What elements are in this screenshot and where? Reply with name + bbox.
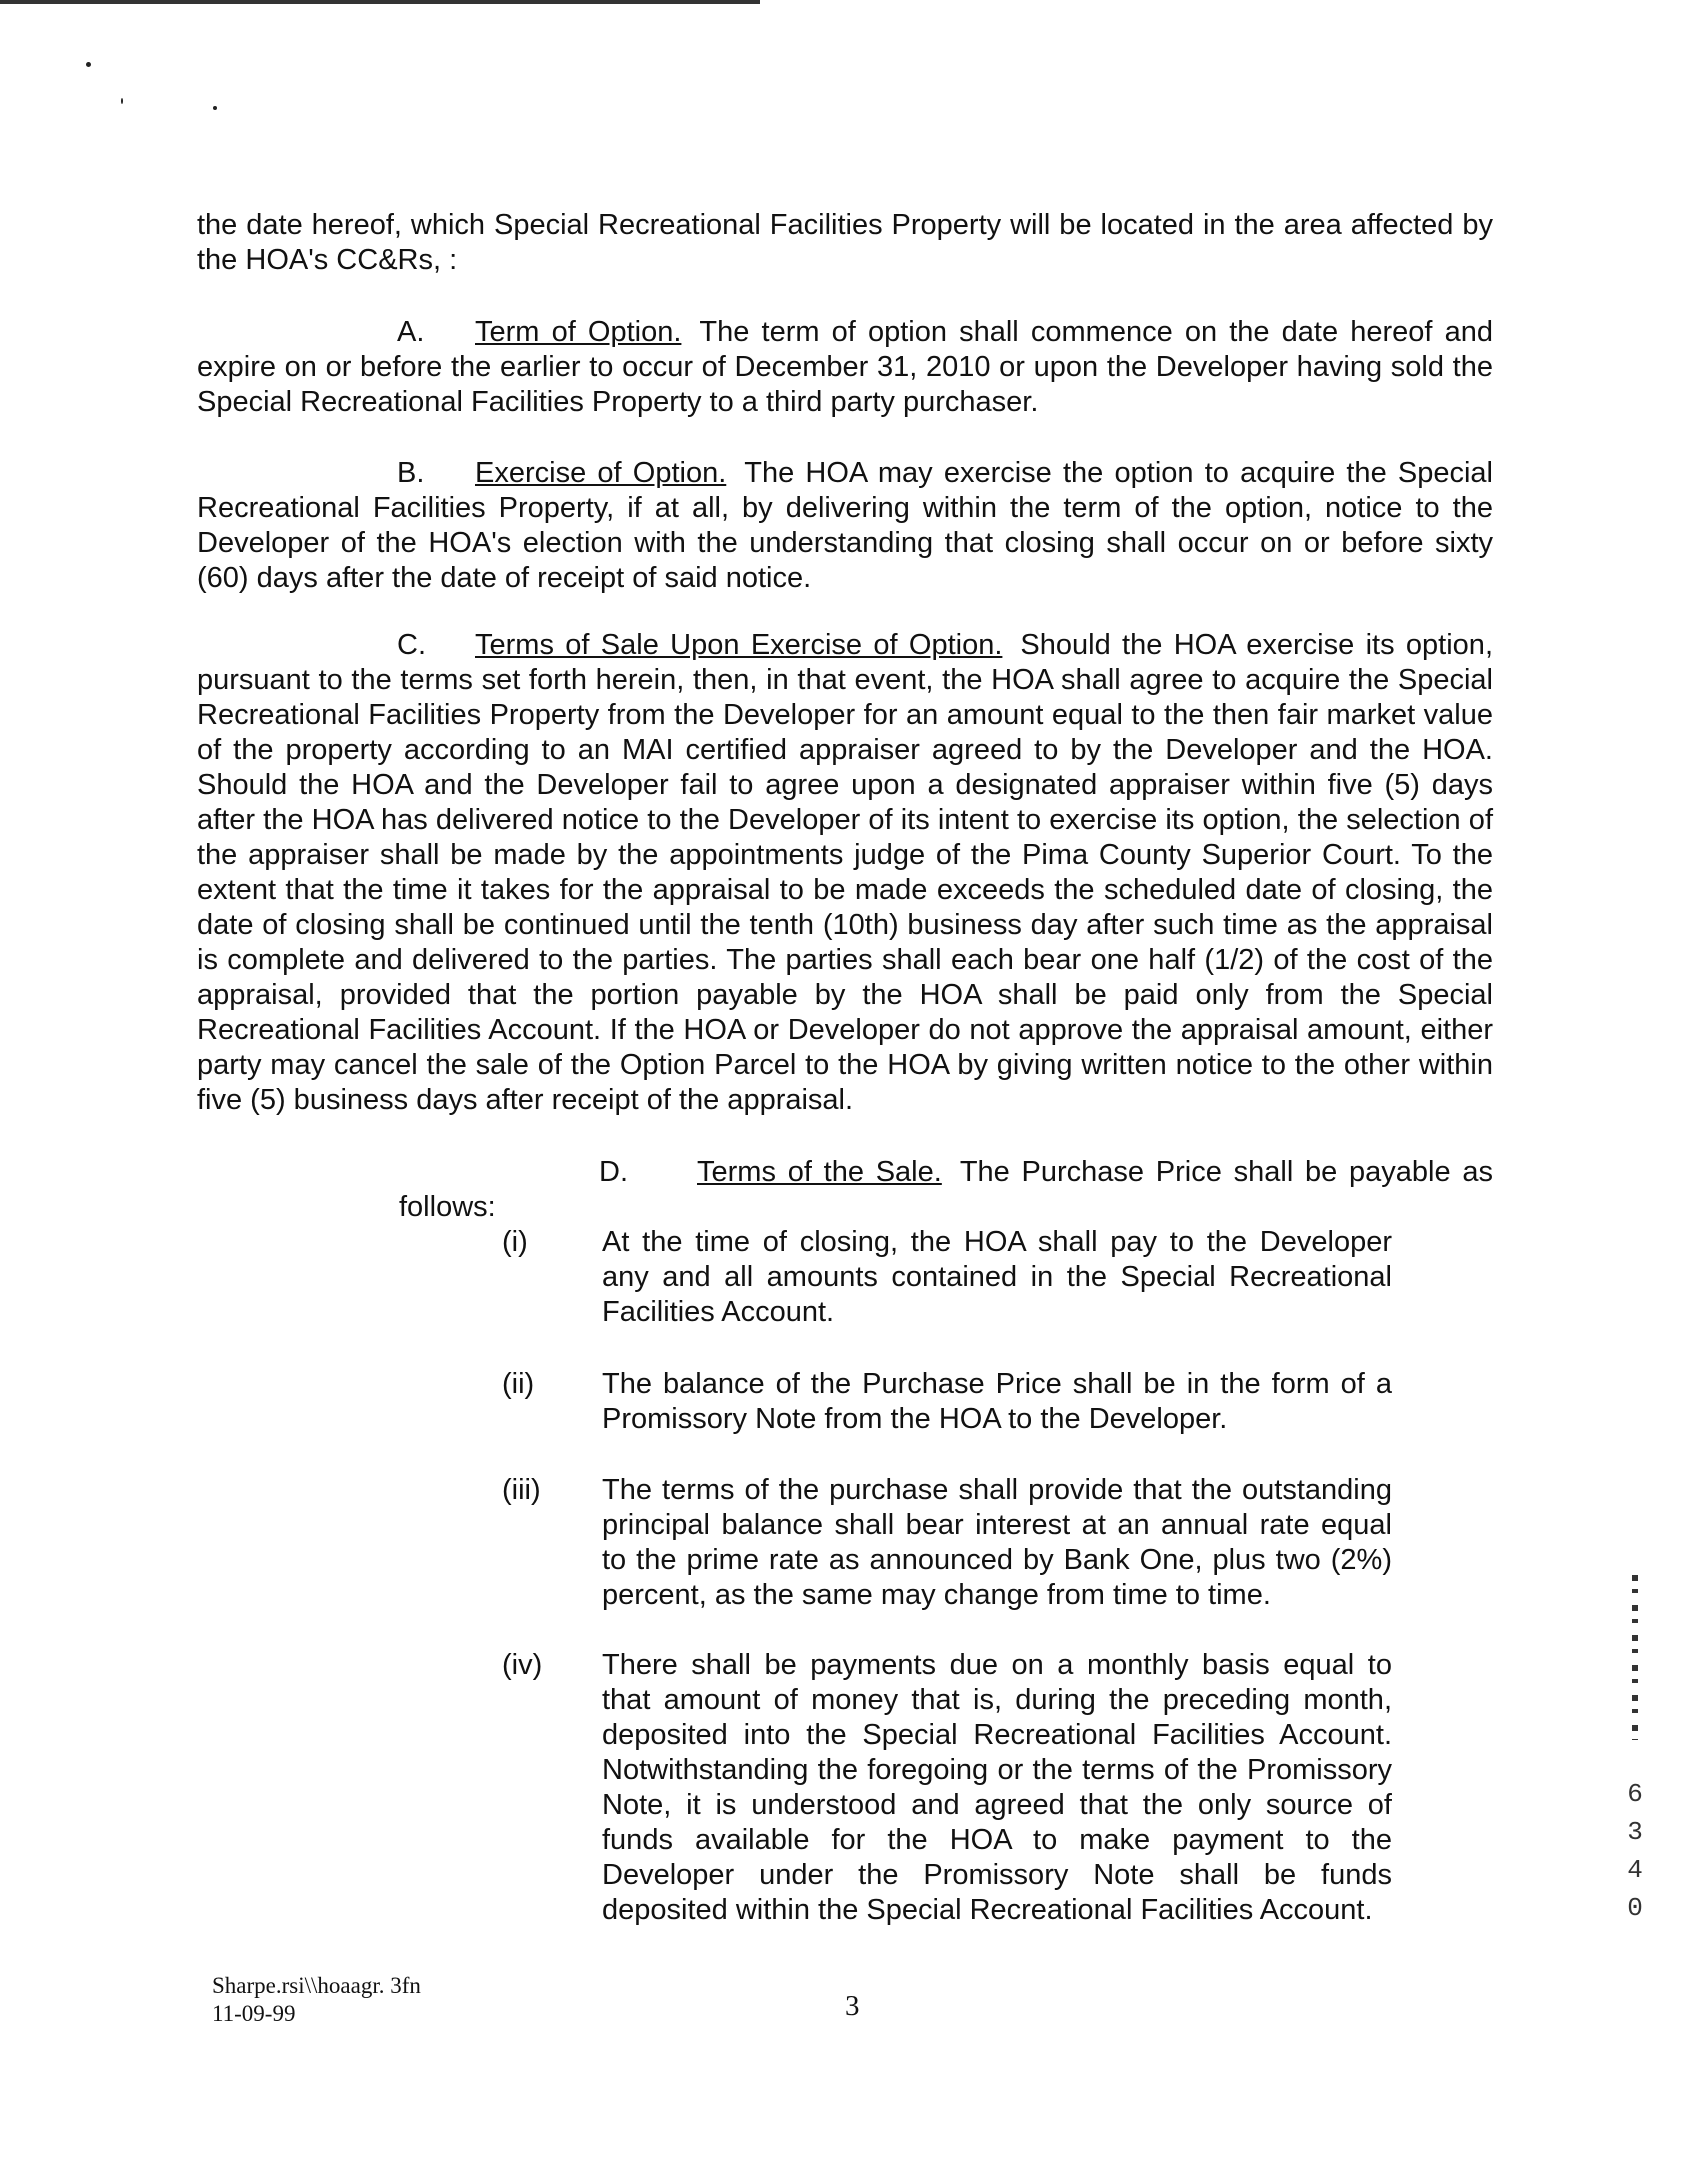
section-body: The Purchase Price shall be payable as follows: <box>399 1156 1494 1223</box>
section-b <box>197 456 1493 596</box>
section-title: Terms of the Sale. <box>697 1156 942 1188</box>
item-text: At the time of closing, the HOA shall pay to the Developer any and all amounts contained in the Special Recreational Facilities Account. <box>602 1226 1392 1328</box>
section-label: A. <box>397 316 425 348</box>
section-title: Term of Option. <box>475 316 682 348</box>
item-text: The terms of the purchase shall provide that the outstanding principal balance shall bear interest at an annual rate equal to the prime rate as announced by Bank One, plus two (2%) percent, as the same may change from time to time. <box>602 1474 1392 1611</box>
item-number: (i) <box>502 1226 528 1258</box>
section-body: The HOA may exercise the option to acquire the Special Recreational Facilities Property, if at all, by delivering within the term of the option, notice to the Developer of the HOA's election with the understanding that closing shall occur on or before sixty (60) days after the date of receipt of said notice. <box>197 457 1493 594</box>
item-text: There shall be payments due on a monthly basis equal to that amount of money that is, during the preceding month, deposited into the Special Recreational Facilities Account. Notwithstanding the foregoing or the terms of the Promissory Note, it is understood and agreed that the only source of funds available for the HOA to make payment to the Developer under the Promissory Note shall be funds deposited within the Special Recreational Facilities Account. <box>602 1649 1392 1926</box>
section-c <box>197 628 1493 1118</box>
footer-date: 11-09-99 <box>212 2001 296 2026</box>
side-stamp-text: 6340 <box>1627 1779 1643 1923</box>
item-number: (iii) <box>502 1474 541 1506</box>
scan-speck <box>121 98 123 104</box>
section-label: D. <box>599 1156 628 1188</box>
scan-speck <box>213 106 217 110</box>
item-number: (iv) <box>502 1649 543 1681</box>
section-d <box>399 1155 1493 1225</box>
side-stamp <box>1620 1775 1650 1927</box>
page-number: 3 <box>845 1990 860 2022</box>
section-label: C. <box>397 629 426 661</box>
side-barcode <box>1632 1575 1638 1740</box>
footer-file: Sharpe.rsi\\hoaagr. 3fn <box>212 1973 421 1998</box>
section-label: B. <box>397 457 425 489</box>
scan-edge <box>0 0 760 4</box>
item-number: (ii) <box>502 1368 535 1400</box>
section-a <box>197 315 1493 420</box>
section-body: The term of option shall commence on the date hereof and expire on or before the earlier to occur of December 31, 2010 or upon the Developer having sold the Special Recreational Facilities Property to a third party purchaser. <box>197 316 1494 418</box>
scan-speck <box>86 62 91 67</box>
item-text: The balance of the Purchase Price shall be in the form of a Promissory Note from the HOA to the Developer. <box>602 1368 1392 1435</box>
section-body: Should the HOA exercise its option, pursuant to the terms set forth herein, then, in that event, the HOA shall agree to acquire the Special Recreational Facilities Property from the Developer for an amount equal to the then fair market value of the property according to an MAI certified appraiser agreed to by the Developer and the HOA. Should the HOA and the Developer fail to agree upon a designated appraiser within five (5) days after the HOA has delivered notice to the Developer of its intent to exercise its option, the selection of the appraiser shall be made by the appointments judge of the Pima County Superior Court. To the extent that the time it takes for the appraisal to be made exceeds the scheduled date of closing, the date of closing shall be continued until the tenth (10th) business day after such time as the appraisal is complete and delivered to the parties. The parties shall each bear one half (1/2) of the cost of the appraisal, provided that the portion payable by the HOA shall be paid only from the Special Recreational Facilities Account. If the HOA or Developer do not approve the appraisal amount, either party may cancel the sale of the Option Parcel to the HOA by giving written notice to the other within five (5) business days after receipt of the appraisal. <box>197 629 1493 1116</box>
footer-reference <box>212 1972 421 2028</box>
intro-paragraph: the date hereof, which Special Recreational Facilities Property will be located in the area affected by the HOA's CC&Rs, : <box>197 209 1493 276</box>
section-title: Exercise of Option. <box>475 457 727 489</box>
section-title: Terms of Sale Upon Exercise of Option. <box>475 629 1003 661</box>
